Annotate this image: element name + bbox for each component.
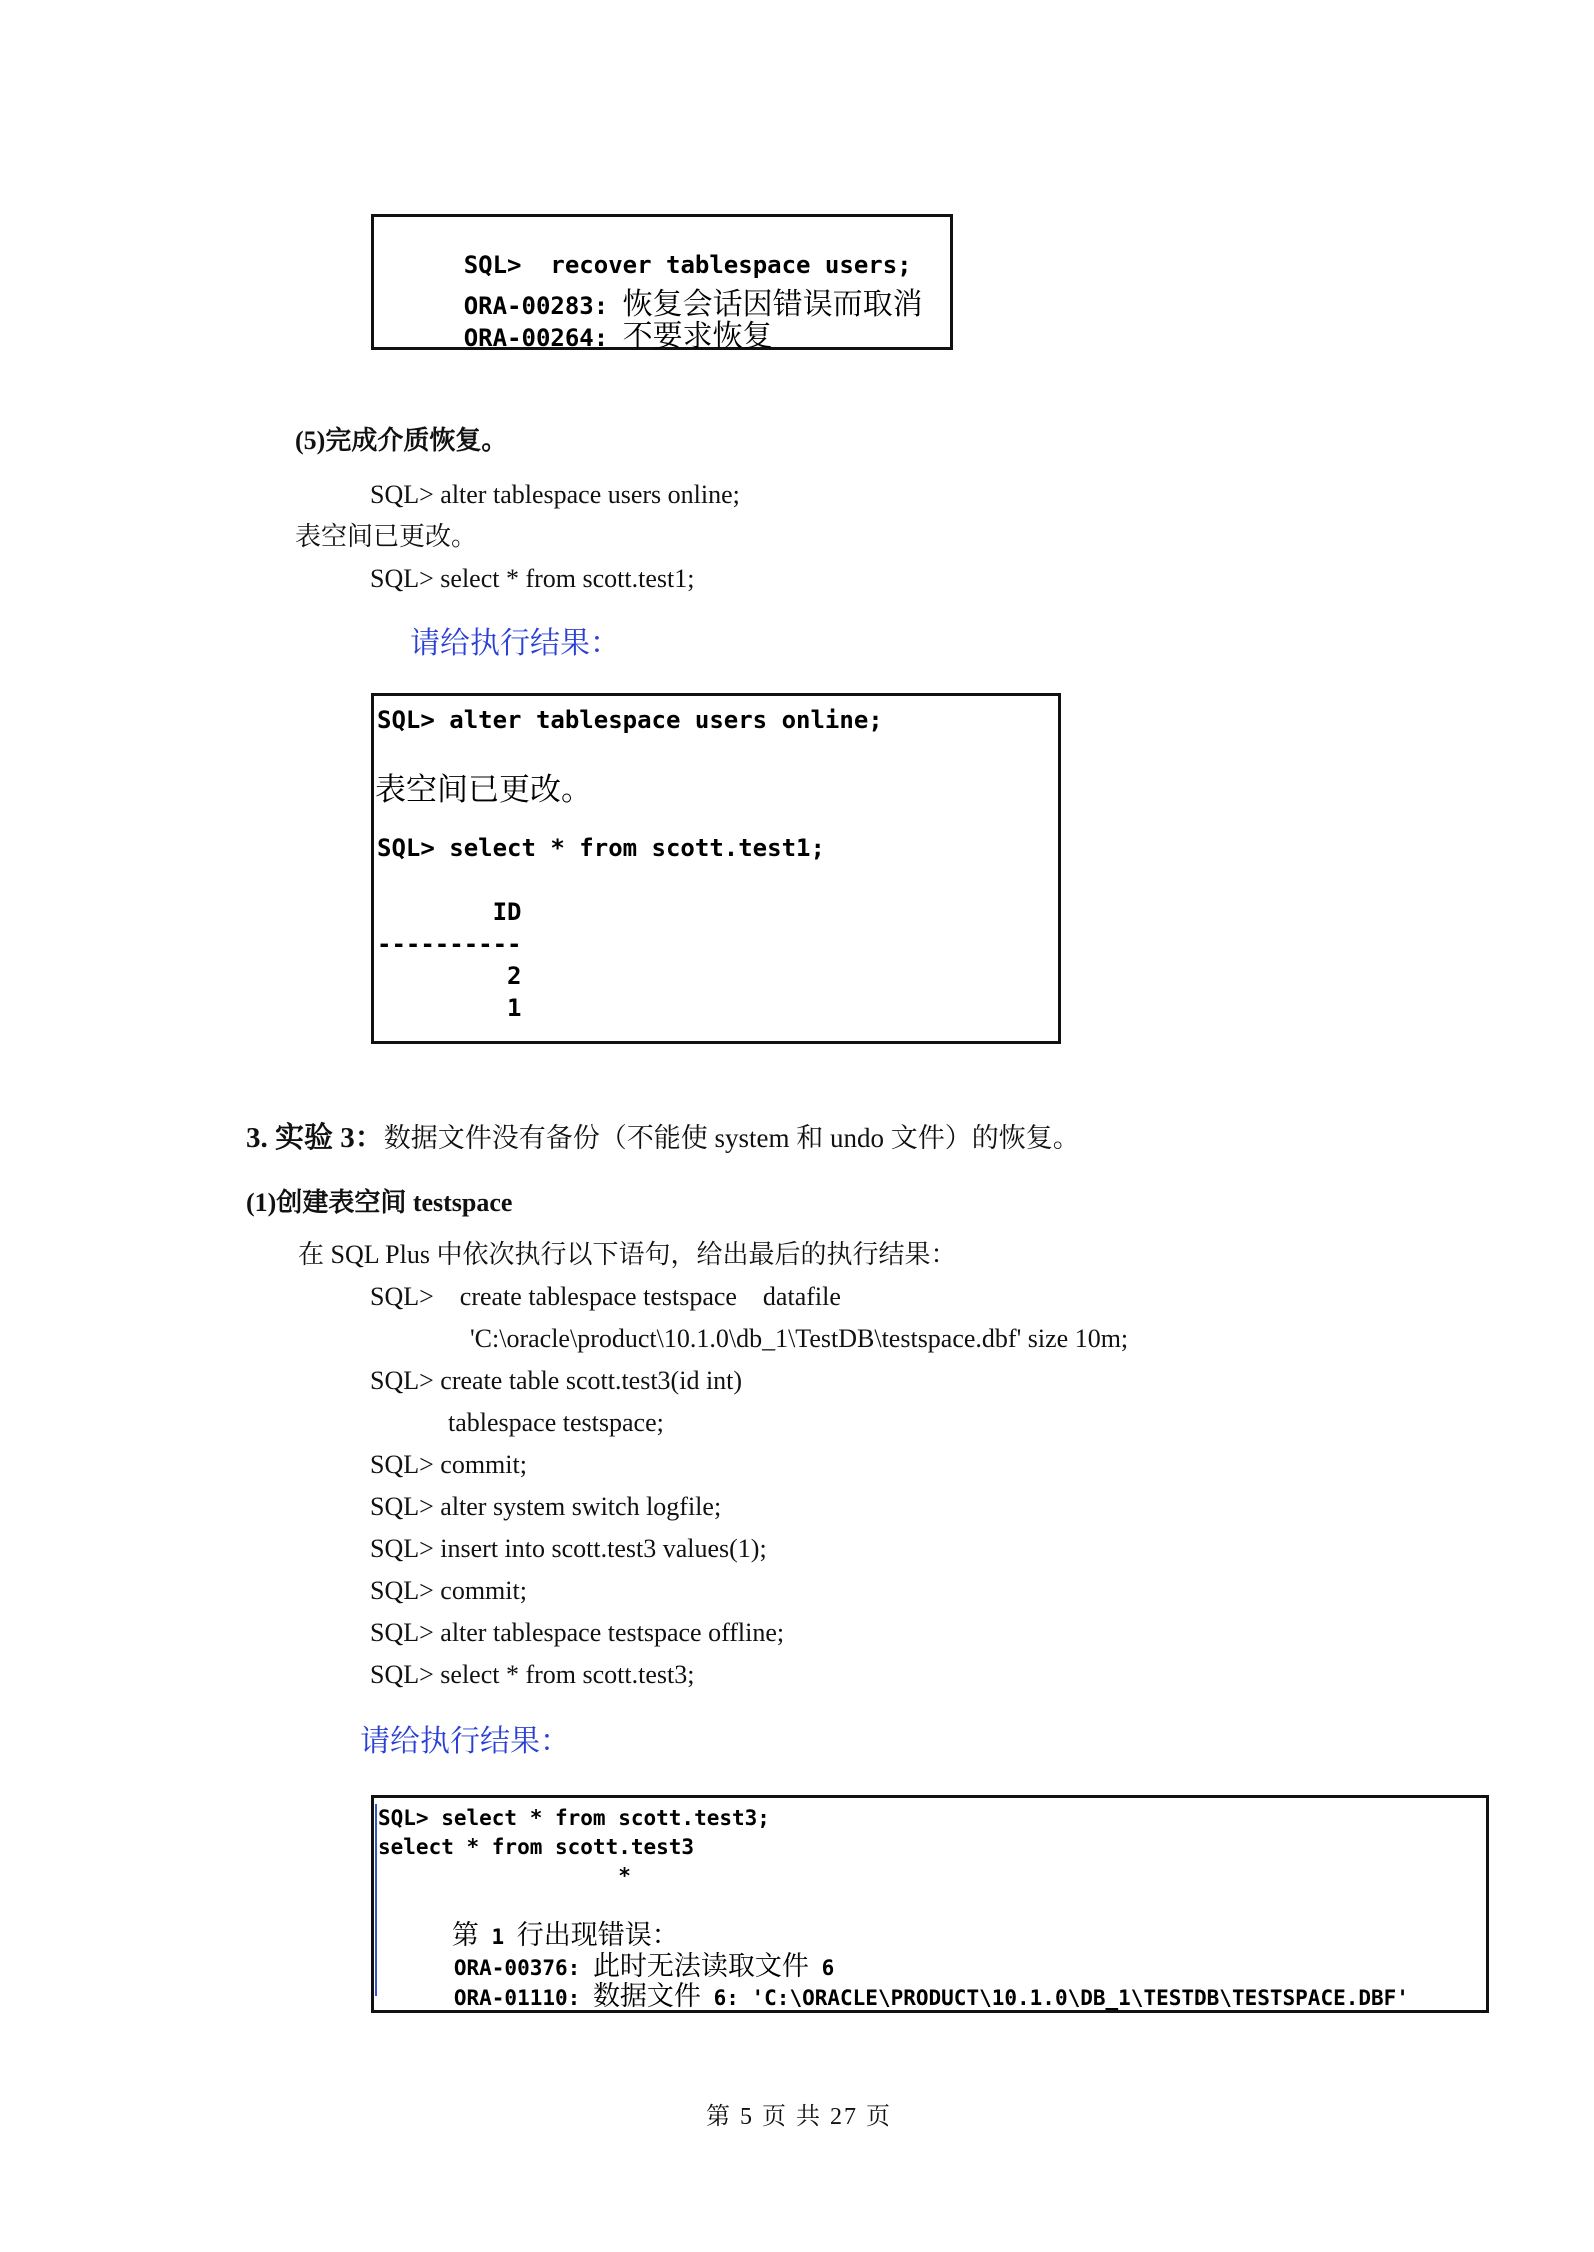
result-column-header: ID [377,898,522,926]
result-separator: ---------- [377,930,522,958]
command-line: SQL> create table scott.test3(id int) [370,1366,743,1395]
terminal-line: * [378,1864,631,1888]
command-line: tablespace testspace; [448,1408,664,1437]
terminal-line: ORA-00264: 不要求恢复 [463,319,773,354]
command-line: SQL> create tablespace testspace datafile [370,1282,841,1311]
step5-result-prompt: 请给执行结果： [410,627,620,660]
terminal-screenshot-recover [371,214,953,354]
command-line: SQL> alter system switch logfile; [370,1492,722,1521]
section3-step1-heading: (1)创建表空间 testspace [246,1188,513,1217]
command-line: SQL> select * from scott.test3; [370,1660,695,1689]
terminal-screenshot-online [371,693,1061,1044]
command-line: SQL> commit; [370,1450,527,1479]
command-line: SQL> insert into scott.test3 values(1); [370,1534,767,1563]
terminal-line: SQL> select * from scott.test1; [377,834,825,862]
terminal-line: 表空间已更改。 [375,772,592,808]
step5-result-1: 表空间已更改。 [295,522,478,551]
terminal-line: SQL> select * from scott.test3; [378,1806,770,1830]
terminal-line: ORA-00376: 此时无法读取文件 6 [453,1951,835,1982]
terminal-line: select * from scott.test3 [378,1835,695,1859]
section3-intro: 在 SQL Plus 中依次执行以下语句，给出最后的执行结果： [298,1240,957,1269]
command-line: SQL> commit; [370,1576,527,1605]
result-row: 2 [377,962,522,990]
command-line: 'C:\oracle\product\10.1.0\db_1\TestDB\testspace.dbf' size 10m; [470,1324,1129,1353]
terminal-line: ORA-00283: 恢复会话因错误而取消 [463,287,923,322]
step5-command-2: SQL> select * from scott.test1; [370,564,695,593]
terminal-line: 第 1 行出现错误： [451,1920,679,1951]
step5-heading: (5)完成介质恢复。 [295,426,508,455]
section3-result-prompt: 请给执行结果： [360,1725,570,1758]
terminal-line: ORA-01110: 数据文件 6: 'C:\ORACLE\PRODUCT\10.1.0\DB_1\TESTDB\TESTSPACE.DBF' [453,1981,1409,2012]
result-row: 1 [377,994,522,1022]
terminal-screenshot-error [371,1795,1489,2013]
section3-title: 3. 实验 3：数据文件没有备份（不能使 system 和 undo 文件）的恢复。 [246,1122,1080,1154]
page-footer: 第 5 页 共 27 页 [706,2104,892,2130]
step5-command-1: SQL> alter tablespace users online; [370,480,740,509]
terminal-line: SQL> recover tablespace users; [463,251,912,279]
command-line: SQL> alter tablespace testspace offline; [370,1618,785,1647]
terminal-line: SQL> alter tablespace users online; [377,706,883,734]
